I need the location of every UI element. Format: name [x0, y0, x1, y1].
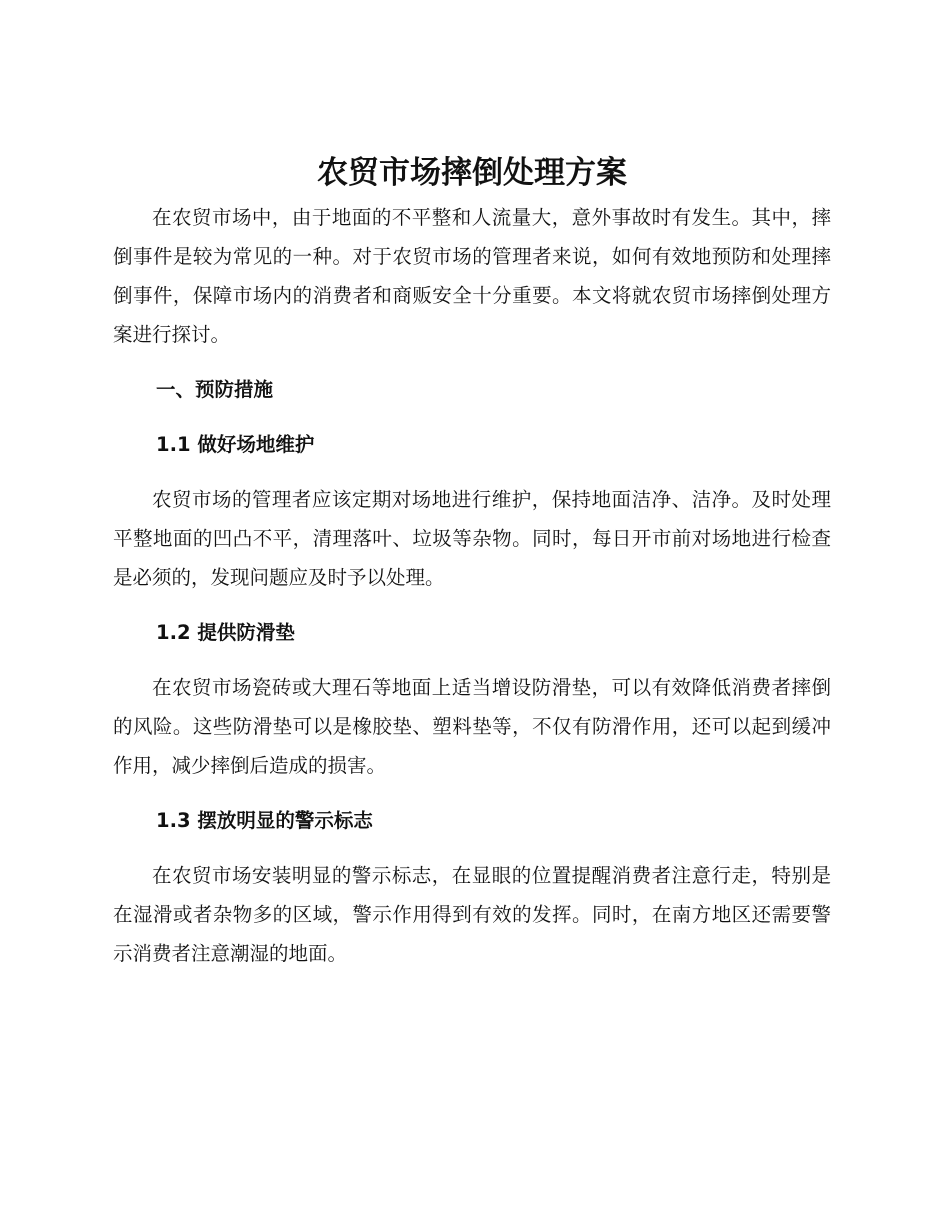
- subsection-heading-anti-slip-mats: 1.2 提供防滑垫: [156, 621, 295, 644]
- subsection-heading-warning-signs: 1.3 摆放明显的警示标志: [156, 809, 373, 832]
- document-title: 农贸市场摔倒处理方案: [317, 155, 627, 191]
- section-heading-prevention: 一、预防措施: [156, 378, 274, 401]
- subsection-heading-site-maintenance: 1.1 做好场地维护: [156, 433, 315, 456]
- subsection-body-site-maintenance: 农贸市场的管理者应该定期对场地进行维护，保持地面洁净、洁净。及时处理平整地面的凹凸不平，清理落叶、垃圾等杂物。同时，每日开市前对场地进行检查是必须的，发现问题应及时予以处理。: [113, 488, 831, 589]
- subsection-body-anti-slip-mats: 在农贸市场瓷砖或大理石等地面上适当增设防滑垫，可以有效降低消费者摔倒的风险。这些防滑垫可以是橡胶垫、塑料垫等，不仅有防滑作用，还可以起到缓冲作用，减少摔倒后造成的损害。: [113, 676, 831, 777]
- intro-paragraph: 在农贸市场中，由于地面的不平整和人流量大，意外事故时有发生。其中，摔倒事件是较为常见的一种。对于农贸市场的管理者来说，如何有效地预防和处理摔倒事件，保障市场内的消费者和商贩安全十分重要。本文将就农贸市场摔倒处理方案进行探讨。: [113, 206, 831, 346]
- document-page: [113, 148, 831, 973]
- subsection-body-warning-signs: 在农贸市场安装明显的警示标志，在显眼的位置提醒消费者注意行走，特别是在湿滑或者杂物多的区域，警示作用得到有效的发挥。同时，在南方地区还需要警示消费者注意潮湿的地面。: [113, 864, 831, 965]
